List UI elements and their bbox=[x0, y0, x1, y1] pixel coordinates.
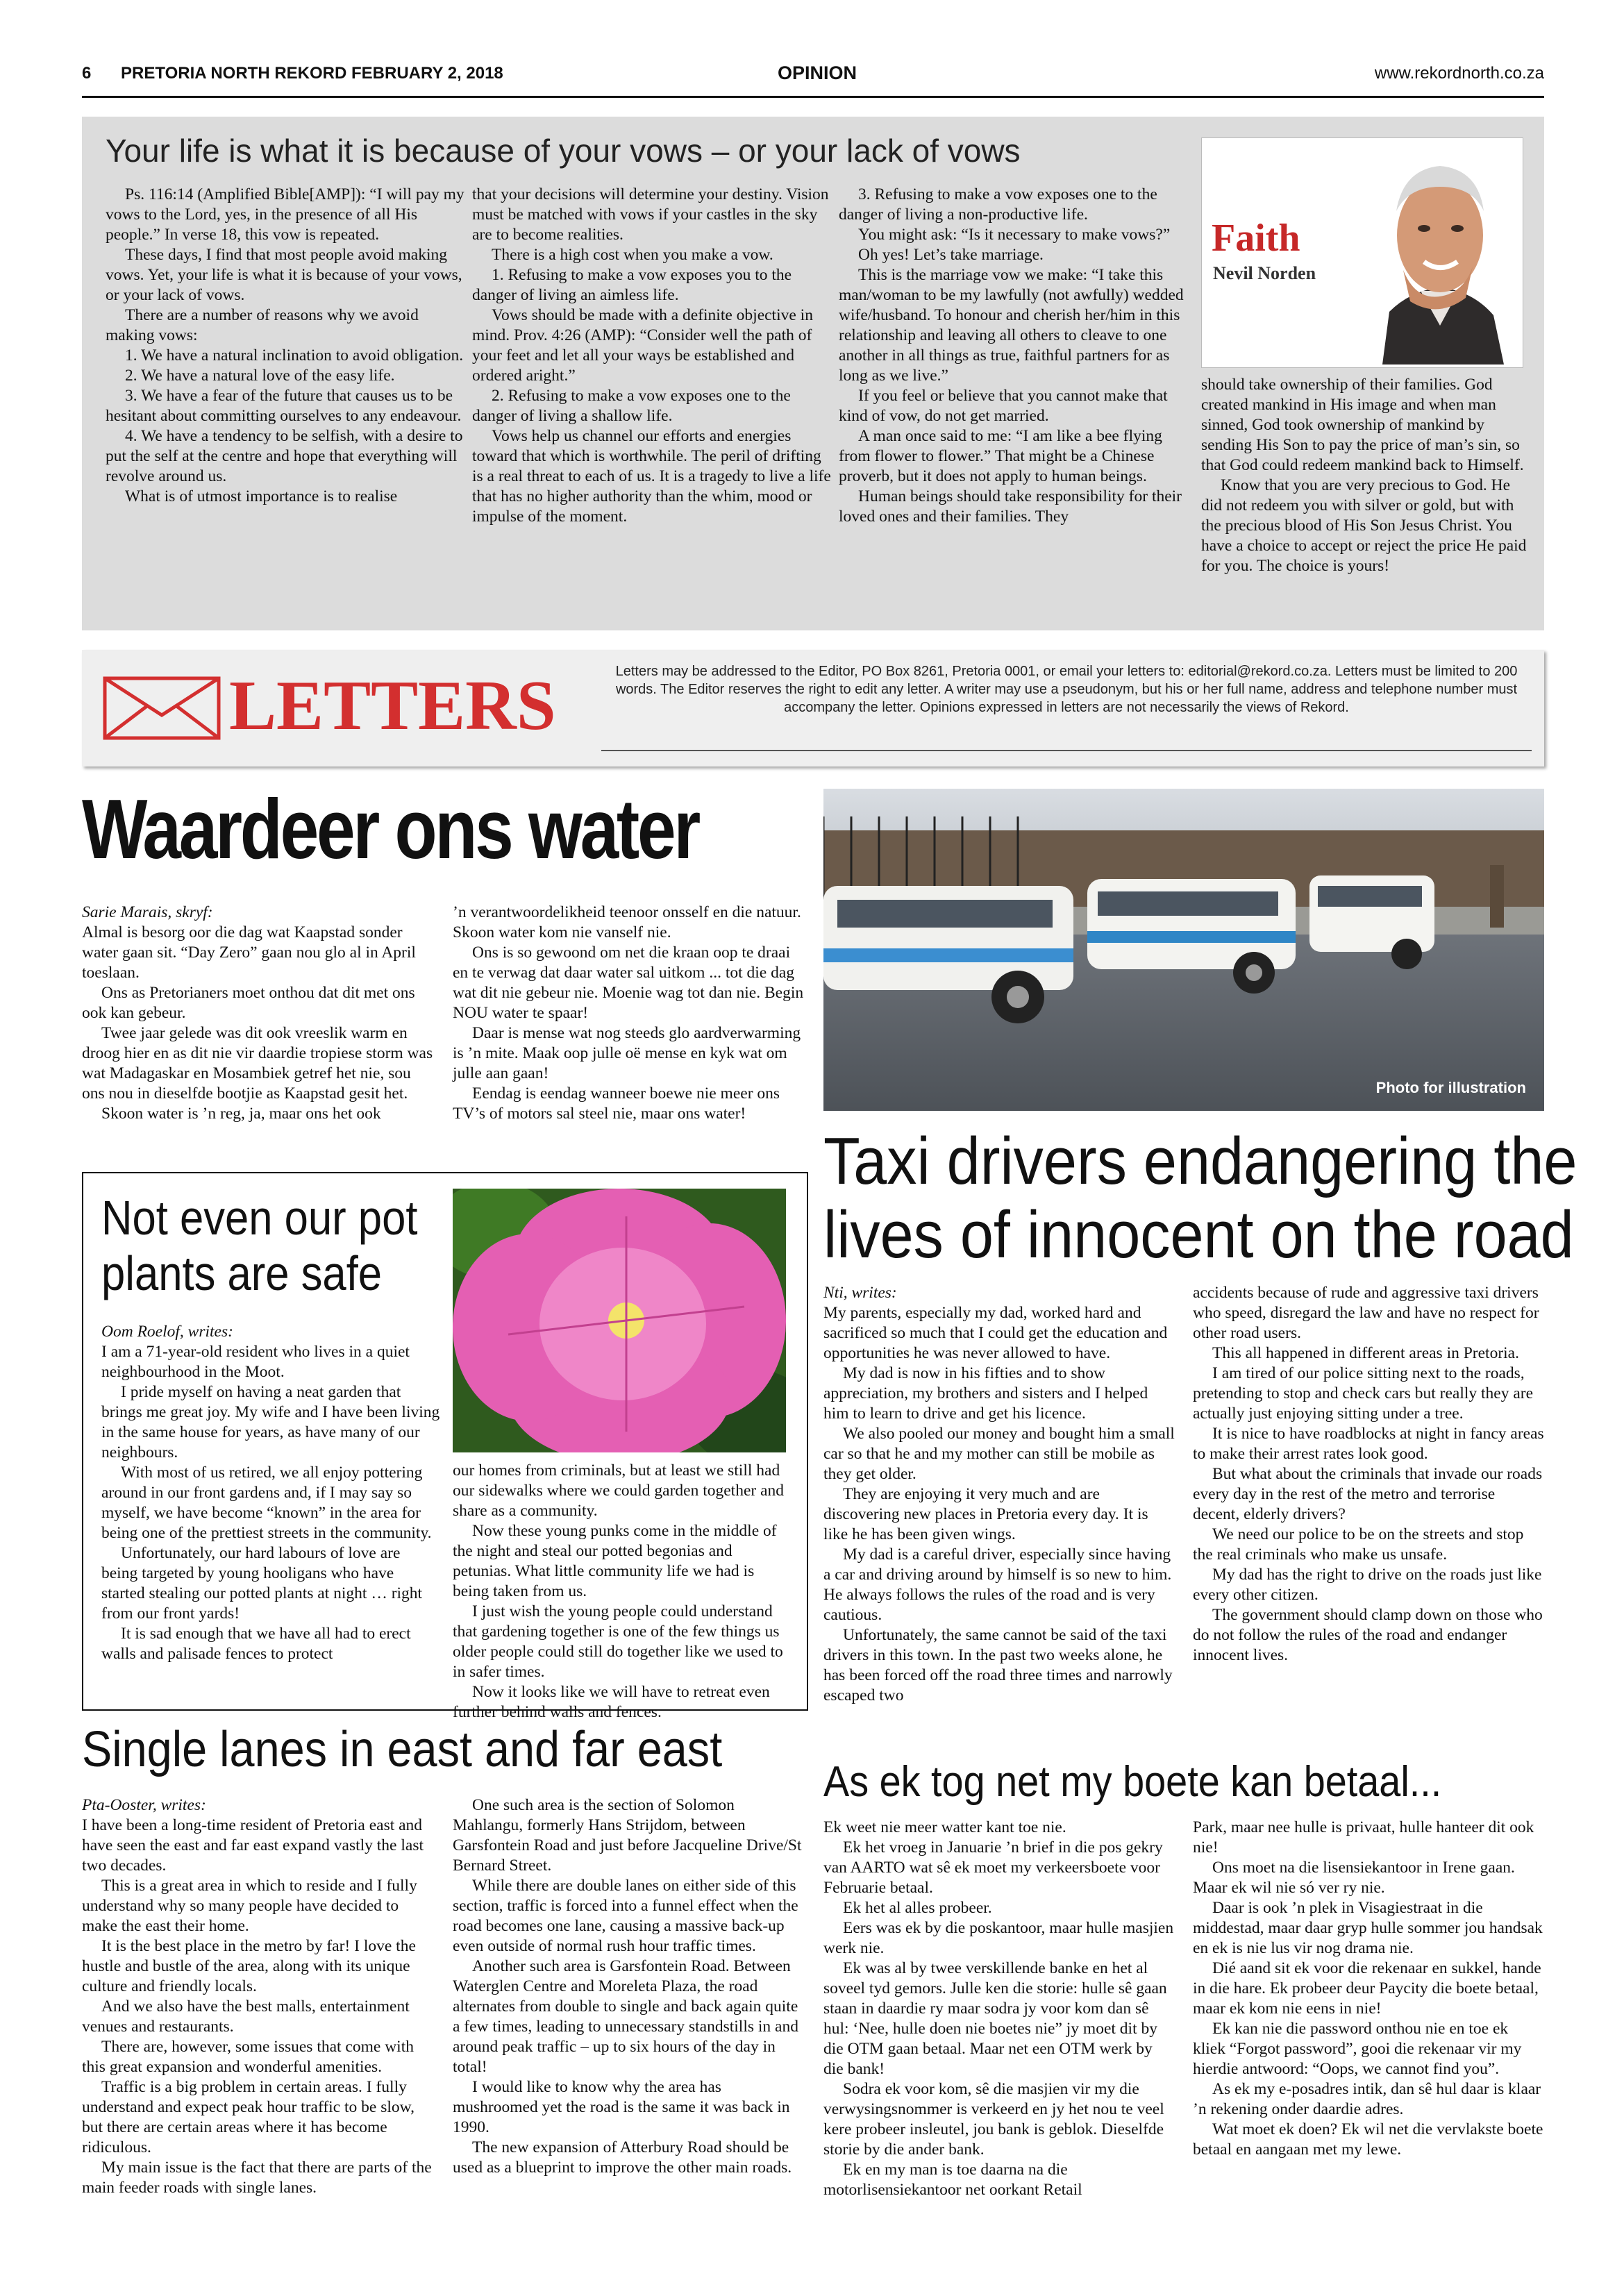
faith-author-panel bbox=[1201, 137, 1523, 368]
paragraph: I would like to know why the area has mushroomed yet the road is the same it was back in 1990. bbox=[453, 2078, 790, 2136]
paragraph: our homes from criminals, but at least we still had our sidewalks where we could garden together and share as a community. bbox=[453, 1461, 785, 1520]
paragraph: There is a high cost when you make a vow. bbox=[492, 246, 773, 264]
paragraph: ’n verantwoordelikheid teenoor onsself en die natuur. Skoon water kom nie vanself nie. bbox=[453, 903, 801, 941]
paragraph: should take ownership of their families. God created mankind in His image and when man sinned, God took ownership of mankind by sending His Son to pay the price of man’s sin, so that God could redeem mankind back to Himself. bbox=[1201, 376, 1524, 474]
paragraph: Unfortunately, our hard labours of love are being targeted by young hooligans who have started stealing our potted plants at night … right from our front yards! bbox=[101, 1544, 423, 1623]
lanes-byline: Pta-Ooster, writes: bbox=[82, 1796, 206, 1814]
paragraph: My dad has the right to drive on the roads just like every other citizen. bbox=[1193, 1566, 1542, 1604]
lanes-headline: Single lanes in east and far east bbox=[82, 1722, 723, 1777]
paragraph: Ek kan nie die password onthou nie en toe ek kliek “Forgot password”, gooi die rekenaar vir my hierdie antwoord: “Oops, we cannot find you”. bbox=[1193, 2020, 1522, 2078]
paragraph: Ps. 116:14 (Amplified Bible[AMP]): “I will pay my vows to the Lord, yes, in the presence of all His people.” In verse 18, this vow is repeated. bbox=[106, 185, 464, 244]
taxi-col-2 bbox=[1193, 1283, 1544, 1666]
paragraph: 4. We have a tendency to be selfish, with a desire to put the self at the centre and hope that everything will revolve around us. bbox=[106, 427, 463, 485]
website-link[interactable]: www.rekordnorth.co.za bbox=[1374, 64, 1544, 83]
flower-photo bbox=[453, 1189, 786, 1452]
paragraph: While there are double lanes on either side of this section, traffic is forced into a funnel effect when the road becomes one lane, causing a massive back-up even outside of normal rush hour traffic times. bbox=[453, 1877, 798, 1955]
faith-col-2 bbox=[472, 185, 832, 527]
paragraph: You might ask: “Is it necessary to make vows?” bbox=[858, 226, 1171, 244]
paragraph: accidents because of rude and aggressive taxi drivers who speed, disregard the law and have no respect for other road users. bbox=[1193, 1284, 1539, 1342]
paragraph: that your decisions will determine your destiny. Vision must be matched with vows if your castles in the sky are to become realities. bbox=[472, 185, 829, 244]
paragraph: Ek was al by twee verskillende banke en het al soveel tyd gemors. Julle ken die storie: hulle sê gaan staan in daardie ry maar sodra jy voor kom dan sê hul: ‘Nee, hulle doen nie boetes nie” jy moet dit by die OTM gaan betaal. Maar net een OTM werk by die bank! bbox=[823, 1959, 1167, 2078]
paragraph: With most of us retired, we all enjoy pottering around in our front gardens and, if I may say so myself, we have become “known” in the area for being one of the prettiest streets in the community. bbox=[101, 1464, 432, 1542]
paragraph: Skoon water is ’n reg, ja, maar ons het ook bbox=[101, 1105, 381, 1123]
paragraph: Dié aand sit ek voor die rekenaar en sukkel, hande in die hare. Ek probeer deur Paycity die boete betaal, maar ek kom nie eens in nie! bbox=[1193, 1959, 1541, 2018]
paragraph: Ons is so gewoond om net die kraan oop te draai en te verwag dat daar water sal uitkom ... tot die dag wat dit nie gebeur nie. Moenie wag tot dan nie. Begin NOU water te spaar! bbox=[453, 944, 804, 1022]
faith-col-4 bbox=[1201, 375, 1534, 576]
page-header bbox=[82, 64, 1544, 92]
paragraph: There are, however, some issues that come with this great expansion and wonderful amenities. bbox=[82, 2038, 414, 2076]
paragraph: Ek weet nie meer watter kant toe nie. bbox=[823, 1818, 1066, 1836]
taxi-headline-line-1: Taxi drivers endangering the bbox=[823, 1124, 1577, 1198]
header-rule bbox=[82, 96, 1544, 98]
letters-title: LETTERS bbox=[229, 667, 556, 745]
pot-headline-line-2: plants are safe bbox=[101, 1246, 383, 1300]
paragraph: Wat moet ek doen? Ek wil net die vervlakste boete betaal en aangaan met my lewe. bbox=[1193, 2120, 1543, 2159]
paragraph: Ek het al alles probeer. bbox=[843, 1899, 992, 1917]
paragraph: Now it looks like we will have to retreat even further behind walls and fences. bbox=[453, 1683, 770, 1721]
paragraph: I have been a long-time resident of Pretoria east and have seen the east and far east expand vastly the last two decades. bbox=[82, 1816, 424, 1875]
boete-headline: As ek tog net my boete kan betaal... bbox=[823, 1758, 1442, 1806]
letters-banner bbox=[82, 650, 1544, 766]
paragraph: I am a 71-year-old resident who lives in a quiet neighbourhood in the Moot. bbox=[101, 1343, 410, 1381]
paragraph: Ons moet na die lisensiekantoor in Irene gaan. Maar ek wil nie só ver ry nie. bbox=[1193, 1859, 1515, 1897]
paragraph: Oh yes! Let’s take marriage. bbox=[858, 246, 1044, 264]
paragraph: This is a great area in which to reside and I fully understand why so many people have decided to make the east their home. bbox=[82, 1877, 417, 1935]
paragraph: Daar is ook ’n plek in Visagiestraat in die middestad, maar daar gryp hulle sommer jou handsak en ek is nie lus vir nog drama nie. bbox=[1193, 1899, 1543, 1957]
taxi-photo-illustration bbox=[823, 789, 1544, 1111]
paragraph: Another such area is Garsfontein Road. Between Waterglen Centre and Moreleta Plaza, the road alternates from double to single and back again quite a few times, leading to unnecessary standstills in and around peak traffic – up to six hours of the day in total! bbox=[453, 1957, 798, 2076]
letters-rule bbox=[601, 750, 1532, 751]
faith-column-box bbox=[82, 117, 1544, 630]
paragraph: Eendag is eendag wanneer boewe nie meer ons TV’s of motors sal steel nie, maar ons water! bbox=[453, 1084, 780, 1123]
water-col-2 bbox=[453, 903, 807, 1124]
paragraph: 2. Refusing to make a vow exposes one to the danger of living a shallow life. bbox=[472, 387, 791, 425]
paragraph: This all happened in different areas in Pretoria. bbox=[1212, 1344, 1519, 1362]
boete-col-1 bbox=[823, 1818, 1175, 2200]
faith-col-3 bbox=[839, 185, 1194, 527]
faith-author-name: Nevil Norden bbox=[1213, 263, 1316, 283]
taxi-byline: Nti, writes: bbox=[823, 1284, 897, 1302]
lanes-col-2 bbox=[453, 1795, 807, 2178]
paragraph: 3. Refusing to make a vow exposes one to the danger of living a non-productive life. bbox=[839, 185, 1157, 224]
lanes-col-1 bbox=[82, 1795, 436, 2198]
paragraph: These days, I find that most people avoid making vows. Yet, your life is what it is because of your vows, or your lack of vows. bbox=[106, 246, 462, 304]
paragraph: Almal is besorg oor die dag wat Kaapstad sonder water gaan sit. “Day Zero” gaan nou glo al in April toeslaan. bbox=[82, 923, 416, 982]
paragraph: My dad is now in his fifties and to show appreciation, my brothers and sisters and I helped him to learn to drive and get his licence. bbox=[823, 1364, 1148, 1423]
paragraph: 3. We have a fear of the future that causes us to be hesitant about committing ourselves to any endeavour. bbox=[106, 387, 462, 425]
paragraph: My main issue is the fact that there are parts of the main feeder roads with single lanes. bbox=[82, 2159, 432, 2197]
publication-date: PRETORIA NORTH REKORD FEBRUARY 2, 2018 bbox=[121, 64, 503, 83]
paragraph: It is the best place in the metro by far! I love the hustle and bustle of the area, along with its unique culture and friendly locals. bbox=[82, 1937, 416, 1995]
paragraph: Ons as Pretorianers moet onthou dat dit met ons ook kan gebeur. bbox=[82, 984, 415, 1022]
faith-column-label: Faith bbox=[1212, 217, 1300, 260]
paragraph: My dad is a careful driver, especially since having a car and driving around by himself is so new to him. He always follows the rules of the road and is very cautious. bbox=[823, 1545, 1172, 1624]
paragraph: Unfortunately, the same cannot be said of the taxi drivers in this town. In the past two weeks alone, he has been forced off the road three times and narrowly escaped two bbox=[823, 1626, 1173, 1704]
paragraph: If you feel or believe that you cannot make that kind of vow, do not get married. bbox=[839, 387, 1168, 425]
paragraph: What is of utmost importance is to realise bbox=[125, 487, 398, 505]
paragraph: Know that you are very precious to God. He did not redeem you with silver or gold, but with the precious blood of His Son Jesus Christ. You have a choice to accept or reject the price He paid for you. The choice is yours! bbox=[1201, 476, 1527, 575]
page-number: 6 bbox=[82, 64, 92, 83]
envelope-icon bbox=[103, 676, 221, 740]
pot-headline-line-1: Not even our pot bbox=[101, 1191, 418, 1245]
water-col-1 bbox=[82, 903, 436, 1124]
paragraph: One such area is the section of Solomon Mahlangu, formerly Hans Strijdom, between Garsfontein Road and just before Jacqueline Drive/St Bernard Street. bbox=[453, 1796, 802, 1875]
paragraph: The government should clamp down on those who do not follow the rules of the road and endanger innocent lives. bbox=[1193, 1606, 1543, 1664]
paragraph: We need our police to be on the streets and stop the real criminals who make us unsafe. bbox=[1193, 1525, 1524, 1564]
paragraph: It is sad enough that we have all had to erect walls and palisade fences to protect bbox=[101, 1625, 411, 1663]
pot-byline: Oom Roelof, writes: bbox=[101, 1323, 233, 1341]
paragraph: Sodra ek voor kom, sê die masjien vir my die verwysingsnommer is verkeerd en jy het nou te veel kere probeer insleutel, jou bank is geblok. Dieselfde storie by die ander bank. bbox=[823, 2080, 1164, 2159]
paragraph: Ek en my man is toe daarna na die motorlisensiekantoor net oorkant Retail bbox=[823, 2161, 1082, 2199]
paragraph: Ek het vroeg in Januarie ’n brief in die pos gekry van AARTO wat sê ek moet my verkeersboete voor Februarie betaal. bbox=[823, 1838, 1163, 1897]
photo-caption: Photo for illustration bbox=[1375, 1079, 1526, 1096]
boete-col-2 bbox=[1193, 1818, 1544, 2160]
paragraph: Eers was ek by die poskantoor, maar hulle masjien werk nie. bbox=[823, 1919, 1174, 1957]
paragraph: Vows should be made with a definite objective in mind. Prov. 4:26 (AMP): “Consider well the path of your feet and let all your ways be established and ordered aright.” bbox=[472, 306, 813, 385]
paragraph: Twee jaar gelede was dit ook vreeslik warm en droog hier en as dit nie vir daardie tropiese storm was wat Madagaskar en Mosambiek getref het nie, sou ons nou in dieselfde bootjie as Kaapstad gesit het. bbox=[82, 1024, 433, 1103]
paragraph: The new expansion of Atterbury Road should be used as a blueprint to improve the other main roads. bbox=[453, 2138, 792, 2177]
paragraph: It is nice to have roadblocks at night in fancy areas to make their arrest rates look good. bbox=[1193, 1425, 1544, 1463]
letters-info: Letters may be addressed to the Editor, PO Box 8261, Pretoria 0001, or email your letters to: editorial@rekord.co.za. Letters must be limited to 200 words. The Editor reserves the right to edit any letter. A writer may use a pseudonym, but his or her full name, address and telephone number must accompany the letter. Opinions expressed in letters are not necessarily the views of Rekord. bbox=[615, 664, 1518, 715]
paragraph: 2. We have a natural love of the easy life. bbox=[125, 367, 395, 385]
taxi-photo bbox=[823, 789, 1544, 1111]
water-headline: Waardeer ons water bbox=[82, 782, 698, 876]
paragraph: As ek my e-posadres intik, dan sê hul daar is klaar ’n rekening onder daardie adres. bbox=[1193, 2080, 1541, 2118]
paragraph: This is the marriage vow we make: “I take this man/woman to be my lawfully (not awfully) wedded wife/husband. To honour and cherish her/him in this relationship and leaving all others to cleave to one another in all things as true, faithful partners for as long as we live.” bbox=[839, 266, 1184, 385]
paragraph: 1. We have a natural inclination to avoid obligation. bbox=[125, 346, 464, 364]
paragraph: 1. Refusing to make a vow exposes you to the danger of living an aimless life. bbox=[472, 266, 792, 304]
paragraph: Human beings should take responsibility for their loved ones and their families. They bbox=[839, 487, 1182, 526]
paragraph: Vows help us channel our efforts and energies toward that which is worthwhile. The peril of drifting is a real threat to each of us. It is a tragedy to live a life that has no higher authority than the whim, mood or impulse of the moment. bbox=[472, 427, 831, 526]
taxi-col-1 bbox=[823, 1283, 1175, 1706]
taxi-headline-line-2: lives of innocent on the road bbox=[823, 1198, 1574, 1272]
paragraph: We also pooled our money and bought him a small car so that he and my mother can still be mobile as they get older. bbox=[823, 1425, 1175, 1483]
paragraph: They are enjoying it very much and are discovering new places in Pretoria every day. It is like he has been given wings. bbox=[823, 1485, 1148, 1543]
paragraph: I am tired of our police sitting next to the roads, pretending to stop and check cars but really they are actually just enjoying sitting under a tree. bbox=[1193, 1364, 1534, 1423]
paragraph: And we also have the best malls, entertainment venues and restaurants. bbox=[82, 1997, 410, 2036]
author-portrait bbox=[1362, 145, 1518, 364]
water-byline: Sarie Marais, skryf: bbox=[82, 903, 213, 921]
paragraph: Daar is mense wat nog steeds glo aardverwarming is ’n mite. Maak oop julle oë mense en kyk wat om julle aan gaan! bbox=[453, 1024, 801, 1082]
paragraph: I just wish the young people could understand that gardening together is one of the few things us older people could still do together like we used to in safer times. bbox=[453, 1602, 783, 1681]
paragraph: Park, maar nee hulle is privaat, hulle hanteer dit ook nie! bbox=[1193, 1818, 1534, 1857]
faith-col-1 bbox=[106, 185, 465, 507]
paragraph: There are a number of reasons why we avoid making vows: bbox=[106, 306, 419, 344]
paragraph: Traffic is a big problem in certain areas. I fully understand and expect peak hour traffic to be slow, but there are certain areas where it has become ridiculous. bbox=[82, 2078, 415, 2156]
pot-col-2 bbox=[453, 1461, 792, 1723]
faith-headline: Your life is what it is because of your vows – or your lack of vows bbox=[106, 133, 1021, 169]
paragraph: I pride myself on having a neat garden that brings me great joy. My wife and I have been living in the same house for years, as have many of our neighbours. bbox=[101, 1383, 440, 1461]
paragraph: But what about the criminals that invade our roads every day in the rest of the metro and terrorise decent, elderly drivers? bbox=[1193, 1465, 1543, 1523]
paragraph: Now these young punks come in the middle of the night and steal our potted begonias and petunias. What little community life we had is being taken from us. bbox=[453, 1522, 777, 1600]
paragraph: My parents, especially my dad, worked hard and sacrificed so much that I could get the education and opportunities he was never allowed to have. bbox=[823, 1304, 1168, 1362]
section-title: OPINION bbox=[778, 62, 857, 83]
pot-col-1 bbox=[101, 1322, 440, 1664]
paragraph: A man once said to me: “I am like a bee flying from flower to flower.” That might be a Chinese proverb, but it does not apply to human beings. bbox=[839, 427, 1162, 485]
